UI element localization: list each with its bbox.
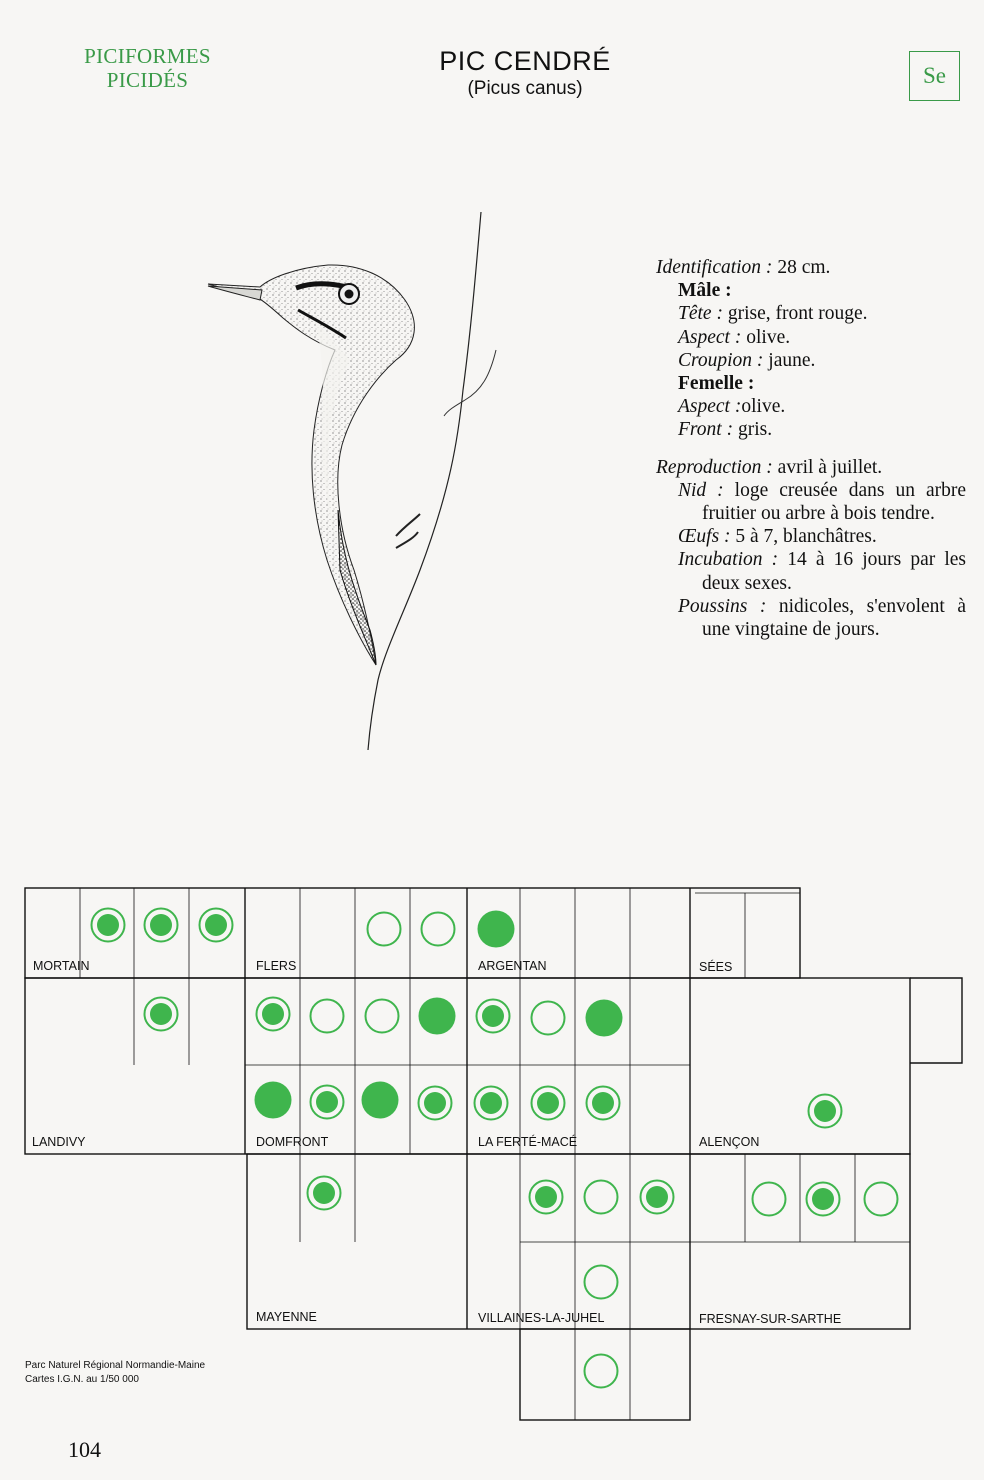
reproduction-row: Œufs : 5 à 7, blanchâtres. [678, 526, 877, 548]
family-name: PICIDÉS [106, 68, 189, 92]
map-symbol-ring-dot [145, 998, 178, 1031]
reproduction-row: Poussins : nidicoles, s'envolent à une vingtaine de jours. [678, 595, 966, 641]
map-symbol-ring-dot [477, 1000, 510, 1033]
map-label-argentan: ARGENTAN [478, 959, 547, 973]
map-symbol-ring [585, 1266, 618, 1299]
map-label-villaines-la-juhel: VILLAINES-LA-JUHEL [478, 1311, 605, 1325]
status-code: Se [923, 63, 946, 88]
map-label-flers: FLERS [256, 959, 297, 973]
male-row: Tête : grise, front rouge. [678, 303, 868, 325]
map-symbol-ring [422, 913, 455, 946]
map-symbol-ring [753, 1183, 786, 1216]
map-symbol-ring-dot [532, 1087, 565, 1120]
reproduction-label: Reproduction : [656, 456, 773, 478]
species-title: PIC CENDRÉ [439, 46, 611, 76]
male-heading: Mâle : [678, 280, 732, 302]
order-name: PICIFORMES [84, 44, 211, 68]
map-symbol-ring [585, 1355, 618, 1388]
male-row: Aspect : olive. [678, 326, 791, 348]
map-symbol-ring-dot [311, 1086, 344, 1119]
reproduction-row: Nid : loge creusée dans un arbre fruitier ou arbre à bois tendre. [678, 479, 966, 525]
page-number: 104 [68, 1437, 101, 1462]
map-symbol-filled [362, 1082, 399, 1119]
identification-label: Identification : [656, 257, 773, 278]
map-label-alencon: ALENÇON [699, 1135, 760, 1149]
map-symbol-ring-dot [419, 1087, 452, 1120]
species-latin-name: (Picus canus) [467, 78, 583, 99]
map-symbol-ring-dot [257, 998, 290, 1031]
map-label-fresnay-sur-sarthe: FRESNAY-SUR-SARTHE [699, 1312, 842, 1326]
map-symbol-filled [419, 998, 456, 1035]
map-symbol-ring [366, 1000, 399, 1033]
map-symbol-ring-dot [200, 909, 233, 942]
reproduction-value: avril à juillet. [772, 456, 883, 478]
credits-line-2: Cartes I.G.N. au 1/50 000 [25, 1374, 139, 1385]
map-symbol-ring-dot [587, 1087, 620, 1120]
map-symbol-ring [368, 913, 401, 946]
map-symbol-ring [865, 1183, 898, 1216]
map-symbol-ring [311, 1000, 344, 1033]
map-label-mortain: MORTAIN [33, 959, 90, 973]
map-symbol-ring-dot [145, 909, 178, 942]
map-label-mayenne: MAYENNE [256, 1310, 317, 1324]
map-symbol-filled [255, 1082, 292, 1119]
map-symbol-ring-dot [641, 1181, 674, 1214]
map-symbol-filled [478, 911, 515, 948]
credits-line-1: Parc Naturel Régional Normandie-Maine [25, 1360, 206, 1371]
map-symbol-ring-dot [308, 1177, 341, 1210]
reproduction-row: Incubation : 14 à 16 jours par les deux sexes. [678, 549, 966, 594]
map-symbol-ring [532, 1002, 565, 1035]
identification-value: 28 cm. [772, 257, 831, 278]
map-label-domfront: DOMFRONT [256, 1135, 329, 1149]
male-row: Croupion : jaune. [678, 349, 816, 371]
female-row: Front : gris. [678, 419, 773, 441]
map-symbol-ring-dot [92, 909, 125, 942]
female-row: Aspect :olive. [678, 396, 786, 418]
map-symbol-ring-dot [475, 1087, 508, 1120]
map-label-sees: SÉES [699, 960, 733, 974]
map-symbol-ring-dot [530, 1181, 563, 1214]
female-heading: Femelle : [678, 373, 755, 395]
map-symbol-ring-dot [807, 1183, 840, 1216]
map-label-landivy: LANDIVY [32, 1135, 86, 1149]
map-symbol-filled [586, 1000, 623, 1037]
map-label-la-ferte-mace: LA FERTÉ-MACÉ [478, 1135, 578, 1149]
map-symbol-ring [585, 1181, 618, 1214]
map-symbol-ring-dot [809, 1095, 842, 1128]
map-credits [25, 1359, 205, 1387]
